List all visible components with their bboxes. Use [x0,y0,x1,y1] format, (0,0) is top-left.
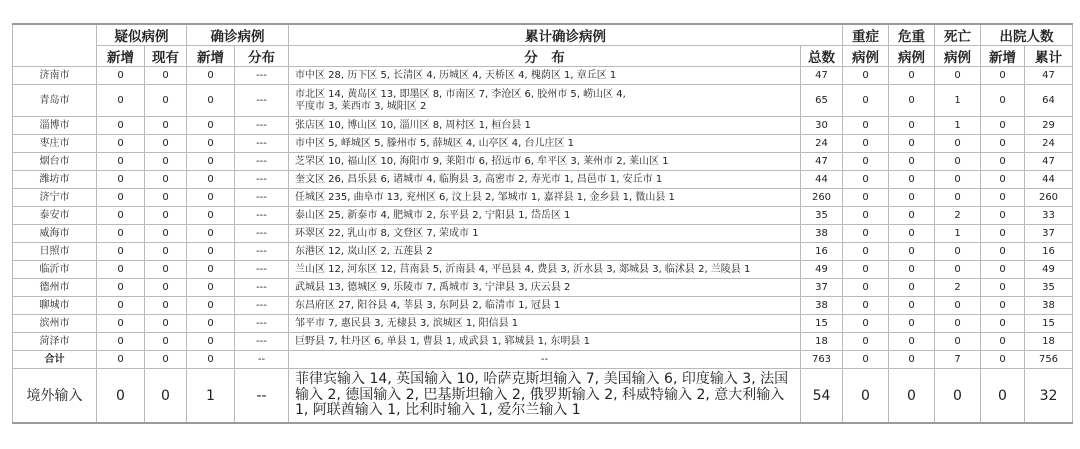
confirmed-distribution-cell: --- [235,207,289,225]
critical-cell: 0 [889,261,935,279]
total-cumulative-distribution: -- [289,351,801,369]
imported-suspected-new: 0 [97,369,145,424]
severe-cell: 0 [843,135,889,153]
critical-cell: 0 [889,189,935,207]
total-critical: 0 [889,351,935,369]
total-discharged-new: 0 [981,351,1025,369]
severe-cell: 0 [843,189,889,207]
critical-cell: 0 [889,153,935,171]
imported-cumulative-total: 54 [801,369,843,424]
severe-cell: 0 [843,297,889,315]
suspected-current-cell: 0 [145,243,187,261]
table-row [13,261,1073,279]
death-cell: 2 [935,279,981,297]
discharged-total-cell: 16 [1025,243,1073,261]
suspected-new-cell: 0 [97,171,145,189]
suspected-current-cell: 0 [145,153,187,171]
header-severe-cases: 病例 [843,46,889,67]
discharged-total-cell: 47 [1025,153,1073,171]
total-cumulative-total: 763 [801,351,843,369]
cumulative-distribution-cell [289,85,801,117]
death-cell: 1 [935,117,981,135]
critical-cell: 0 [889,297,935,315]
total-severe: 0 [843,351,889,369]
cumulative-distribution-cell: 东昌府区 27, 阳谷县 4, 莘县 3, 东阿县 2, 临清市 1, 冠县 1 [289,297,801,315]
discharged-new-cell: 0 [981,117,1025,135]
critical-cell: 0 [889,315,935,333]
imported-label: 境外输入 [13,369,97,424]
confirmed-distribution-cell: --- [235,261,289,279]
critical-cell: 0 [889,117,935,135]
imported-severe: 0 [843,369,889,424]
discharged-total-cell: 29 [1025,117,1073,135]
confirmed-distribution-cell: --- [235,85,289,117]
suspected-current-cell: 0 [145,189,187,207]
imported-discharged-new: 0 [981,369,1025,424]
confirmed-new-cell: 0 [187,153,235,171]
header-confirmed-distribution: 分布 [235,46,289,67]
suspected-new-cell: 0 [97,189,145,207]
header-discharged: 出院人数 [981,24,1073,46]
city-cell: 枣庄市 [13,135,97,153]
death-cell: 0 [935,189,981,207]
suspected-new-cell: 0 [97,135,145,153]
discharged-new-cell: 0 [981,85,1025,117]
death-cell: 0 [935,153,981,171]
table-row [13,153,1073,171]
discharged-new-cell: 0 [981,243,1025,261]
total-row [13,351,1073,369]
table-row [13,243,1073,261]
confirmed-new-cell: 0 [187,315,235,333]
header-suspected-current: 现有 [145,46,187,67]
critical-cell: 0 [889,67,935,85]
severe-cell: 0 [843,207,889,225]
confirmed-distribution-cell: --- [235,171,289,189]
cumulative-distribution-cell: 环翠区 22, 乳山市 8, 文登区 7, 荣成市 1 [289,225,801,243]
cumulative-total-cell: 35 [801,207,843,225]
header-confirmed: 确诊病例 [187,24,289,46]
severe-cell: 0 [843,225,889,243]
table-row [13,207,1073,225]
cumulative-distribution-cell: 奎文区 26, 昌乐县 6, 诸城市 4, 临朐县 3, 高密市 2, 寿光市 1, 昌邑市 1, 安丘市 1 [289,171,801,189]
confirmed-new-cell: 0 [187,67,235,85]
header-critical: 危重 [889,24,935,46]
confirmed-new-cell: 0 [187,225,235,243]
discharged-total-cell: 18 [1025,333,1073,351]
discharged-new-cell: 0 [981,315,1025,333]
city-cell: 威海市 [13,225,97,243]
severe-cell: 0 [843,67,889,85]
confirmed-new-cell: 0 [187,279,235,297]
imported-suspected-current: 0 [145,369,187,424]
city-cell: 潍坊市 [13,171,97,189]
confirmed-distribution-cell: --- [235,67,289,85]
discharged-total-cell: 47 [1025,67,1073,85]
discharged-total-cell: 44 [1025,171,1073,189]
critical-cell: 0 [889,243,935,261]
critical-cell: 0 [889,85,935,117]
discharged-new-cell: 0 [981,225,1025,243]
city-cell: 青岛市 [13,85,97,117]
suspected-current-cell: 0 [145,135,187,153]
discharged-total-cell: 49 [1025,261,1073,279]
city-cell: 菏泽市 [13,333,97,351]
confirmed-new-cell: 0 [187,117,235,135]
suspected-current-cell: 0 [145,297,187,315]
death-cell: 1 [935,225,981,243]
confirmed-new-cell: 0 [187,261,235,279]
discharged-new-cell: 0 [981,153,1025,171]
cumulative-distribution-cell: 邹平市 7, 惠民县 3, 无棣县 3, 滨城区 1, 阳信县 1 [289,315,801,333]
confirmed-new-cell: 0 [187,171,235,189]
confirmed-new-cell: 0 [187,135,235,153]
header-discharged-new: 新增 [981,46,1025,67]
suspected-new-cell: 0 [97,67,145,85]
header-confirmed-new: 新增 [187,46,235,67]
suspected-new-cell: 0 [97,117,145,135]
critical-cell: 0 [889,225,935,243]
city-cell: 泰安市 [13,207,97,225]
suspected-new-cell: 0 [97,85,145,117]
suspected-new-cell: 0 [97,333,145,351]
total-suspected-current: 0 [145,351,187,369]
suspected-new-cell: 0 [97,261,145,279]
city-cell: 聊城市 [13,297,97,315]
discharged-total-cell: 38 [1025,297,1073,315]
table-row [13,189,1073,207]
total-confirmed-distribution: -- [235,351,289,369]
suspected-current-cell: 0 [145,333,187,351]
cumulative-total-cell: 47 [801,67,843,85]
confirmed-distribution-cell: --- [235,297,289,315]
severe-cell: 0 [843,261,889,279]
table-row [13,279,1073,297]
discharged-new-cell: 0 [981,135,1025,153]
cumulative-total-cell: 260 [801,189,843,207]
suspected-new-cell: 0 [97,315,145,333]
cumulative-total-cell: 37 [801,279,843,297]
covid-statistics-table [12,23,1073,424]
confirmed-distribution-cell: --- [235,153,289,171]
cumulative-total-cell: 38 [801,225,843,243]
city-cell: 临沂市 [13,261,97,279]
header-row-2 [13,46,1073,67]
cumulative-total-cell: 44 [801,171,843,189]
header-cumulative-distribution: 分 布 [289,46,801,67]
table-row [13,135,1073,153]
header-city [13,24,97,67]
death-cell: 1 [935,85,981,117]
suspected-new-cell: 0 [97,297,145,315]
death-cell: 0 [935,261,981,279]
header-suspected: 疑似病例 [97,24,187,46]
imported-death: 0 [935,369,981,424]
header-severe: 重症 [843,24,889,46]
covid-statistics-table-container [12,23,1072,424]
suspected-current-cell: 0 [145,207,187,225]
cumulative-total-cell: 15 [801,315,843,333]
critical-cell: 0 [889,333,935,351]
confirmed-distribution-cell: --- [235,243,289,261]
imported-confirmed-distribution: -- [235,369,289,424]
severe-cell: 0 [843,153,889,171]
confirmed-new-cell: 0 [187,189,235,207]
suspected-current-cell: 0 [145,225,187,243]
confirmed-new-cell: 0 [187,333,235,351]
imported-cases-row [13,369,1073,424]
suspected-current-cell: 0 [145,67,187,85]
distribution-line-1: 市北区 14, 黄岛区 13, 即墨区 8, 市南区 7, 李沧区 6, 胶州市 5, 崂山区 4, [295,88,626,100]
table-row [13,225,1073,243]
discharged-new-cell: 0 [981,171,1025,189]
total-suspected-new: 0 [97,351,145,369]
discharged-new-cell: 0 [981,333,1025,351]
header-cumulative-total: 总数 [801,46,843,67]
suspected-new-cell: 0 [97,279,145,297]
cumulative-total-cell: 24 [801,135,843,153]
cumulative-distribution-cell: 市中区 28, 历下区 5, 长清区 4, 历城区 4, 天桥区 4, 槐荫区 1, 章丘区 1 [289,67,801,85]
death-cell: 0 [935,67,981,85]
severe-cell: 0 [843,243,889,261]
confirmed-distribution-cell: --- [235,315,289,333]
header-discharged-total: 累计 [1025,46,1073,67]
cumulative-total-cell: 18 [801,333,843,351]
cumulative-total-cell: 16 [801,243,843,261]
city-cell: 烟台市 [13,153,97,171]
discharged-new-cell: 0 [981,297,1025,315]
cumulative-distribution-cell: 张店区 10, 博山区 10, 淄川区 8, 周村区 1, 桓台县 1 [289,117,801,135]
cumulative-distribution-cell: 巨野县 7, 牡丹区 6, 单县 1, 曹县 1, 成武县 1, 郓城县 1, 东明县 1 [289,333,801,351]
discharged-total-cell: 24 [1025,135,1073,153]
confirmed-distribution-cell: --- [235,135,289,153]
suspected-current-cell: 0 [145,85,187,117]
imported-discharged-total: 32 [1025,369,1073,424]
cumulative-distribution-cell: 芝罘区 10, 福山区 10, 海阳市 9, 莱阳市 6, 招远市 6, 牟平区 3, 莱州市 2, 莱山区 1 [289,153,801,171]
discharged-new-cell: 0 [981,261,1025,279]
discharged-new-cell: 0 [981,189,1025,207]
suspected-current-cell: 0 [145,261,187,279]
confirmed-new-cell: 0 [187,85,235,117]
table-row [13,171,1073,189]
death-cell: 0 [935,333,981,351]
total-label: 合计 [13,351,97,369]
table-row [13,333,1073,351]
discharged-total-cell: 260 [1025,189,1073,207]
severe-cell: 0 [843,279,889,297]
discharged-new-cell: 0 [981,67,1025,85]
cumulative-total-cell: 30 [801,117,843,135]
cumulative-total-cell: 47 [801,153,843,171]
total-death: 7 [935,351,981,369]
confirmed-distribution-cell: --- [235,189,289,207]
severe-cell: 0 [843,117,889,135]
confirmed-distribution-cell: --- [235,279,289,297]
death-cell: 2 [935,207,981,225]
total-discharged-total: 756 [1025,351,1073,369]
city-cell: 济宁市 [13,189,97,207]
imported-critical: 0 [889,369,935,424]
imported-confirmed-new: 1 [187,369,235,424]
cumulative-total-cell: 38 [801,297,843,315]
suspected-new-cell: 0 [97,225,145,243]
discharged-total-cell: 35 [1025,279,1073,297]
suspected-current-cell: 0 [145,279,187,297]
table-row [13,67,1073,85]
discharged-total-cell: 64 [1025,85,1073,117]
city-cell: 淄博市 [13,117,97,135]
discharged-new-cell: 0 [981,207,1025,225]
header-suspected-new: 新增 [97,46,145,67]
city-cell: 德州市 [13,279,97,297]
death-cell: 0 [935,315,981,333]
suspected-current-cell: 0 [145,171,187,189]
confirmed-distribution-cell: --- [235,333,289,351]
cumulative-distribution-cell: 泰山区 25, 新泰市 4, 肥城市 2, 东平县 2, 宁阳县 1, 岱岳区 1 [289,207,801,225]
critical-cell: 0 [889,207,935,225]
confirmed-new-cell: 0 [187,207,235,225]
cumulative-distribution-cell: 东港区 12, 岚山区 2, 五莲县 2 [289,243,801,261]
distribution-line-2: 平度市 3, 莱西市 3, 城阳区 2 [295,100,427,112]
table-row [13,315,1073,333]
header-cumulative: 累计确诊病例 [289,24,843,46]
city-cell: 滨州市 [13,315,97,333]
severe-cell: 0 [843,171,889,189]
cumulative-distribution-cell: 任城区 235, 曲阜市 13, 兖州区 6, 汶上县 2, 邹城市 1, 嘉祥县 1, 金乡县 1, 微山县 1 [289,189,801,207]
cumulative-total-cell: 49 [801,261,843,279]
total-confirmed-new: 0 [187,351,235,369]
table-row [13,117,1073,135]
confirmed-new-cell: 0 [187,297,235,315]
suspected-new-cell: 0 [97,243,145,261]
confirmed-distribution-cell: --- [235,117,289,135]
critical-cell: 0 [889,171,935,189]
header-row-1 [13,24,1073,46]
severe-cell: 0 [843,85,889,117]
discharged-total-cell: 33 [1025,207,1073,225]
table-row [13,85,1073,117]
city-cell: 日照市 [13,243,97,261]
critical-cell: 0 [889,279,935,297]
header-death-cases: 病例 [935,46,981,67]
suspected-current-cell: 0 [145,117,187,135]
death-cell: 0 [935,171,981,189]
cumulative-distribution-cell: 兰山区 12, 河东区 12, 莒南县 5, 沂南县 4, 平邑县 4, 费县 3, 沂水县 3, 郯城县 3, 临沭县 2, 兰陵县 1 [289,261,801,279]
discharged-total-cell: 15 [1025,315,1073,333]
cumulative-distribution-cell: 市中区 5, 峄城区 5, 滕州市 5, 薛城区 4, 山亭区 4, 台儿庄区 1 [289,135,801,153]
severe-cell: 0 [843,333,889,351]
critical-cell: 0 [889,135,935,153]
severe-cell: 0 [843,315,889,333]
suspected-current-cell: 0 [145,315,187,333]
imported-distribution: 菲律宾输入 14, 英国输入 10, 哈萨克斯坦输入 7, 美国输入 6, 印度输入 3, 法国输入 2, 德国输入 2, 巴基斯坦输入 2, 俄罗斯输入 2, 科威特输入 2, 意大利输入 1, 阿联酋输入 1, 比利时输入 1, 爱尔兰输入 1 [289,369,801,424]
suspected-new-cell: 0 [97,207,145,225]
death-cell: 0 [935,243,981,261]
cumulative-distribution-cell: 武城县 13, 德城区 9, 乐陵市 7, 禹城市 3, 宁津县 3, 庆云县 2 [289,279,801,297]
header-death: 死亡 [935,24,981,46]
city-cell: 济南市 [13,67,97,85]
discharged-total-cell: 37 [1025,225,1073,243]
discharged-new-cell: 0 [981,279,1025,297]
header-critical-cases: 病例 [889,46,935,67]
confirmed-distribution-cell: --- [235,225,289,243]
death-cell: 0 [935,297,981,315]
cumulative-total-cell: 65 [801,85,843,117]
confirmed-new-cell: 0 [187,243,235,261]
death-cell: 0 [935,135,981,153]
suspected-new-cell: 0 [97,153,145,171]
table-row [13,297,1073,315]
